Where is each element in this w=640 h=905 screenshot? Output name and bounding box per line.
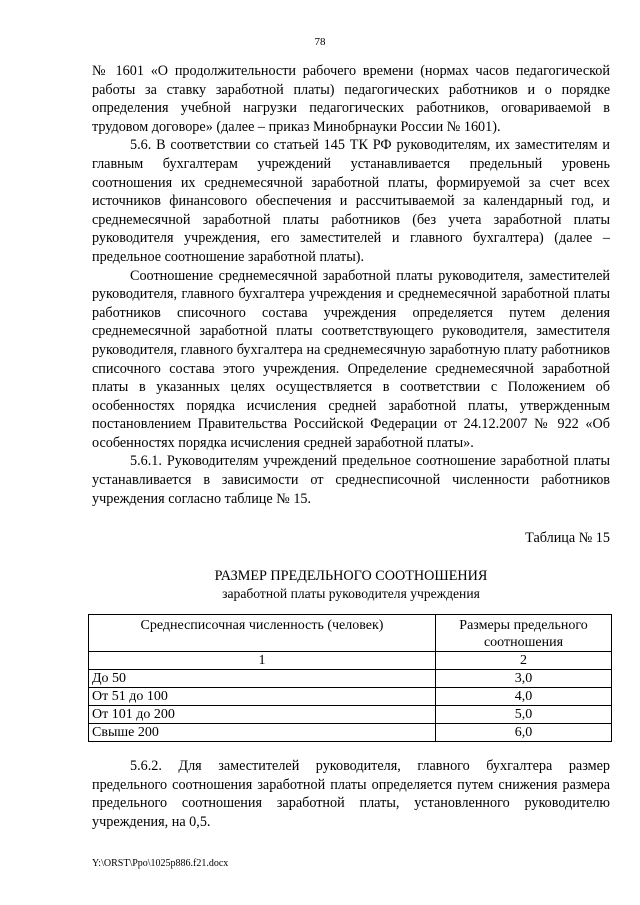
ratio-cell: 4,0 [436, 688, 612, 706]
body-text [92, 62, 610, 508]
column-number-1: 1 [89, 652, 436, 670]
column-number-2: 2 [436, 652, 612, 670]
paragraph-ratio-definition: Соотношение среднемесячной заработной платы руководителя, заместителей руководителя, главного бухгалтера учреждения и среднемесячной заработной платы работников списочного состава учреждения определяется путем деления среднемесячной заработной платы соответствующего руководителя, заместителя руководителя, главного бухгалтера на среднемесячную заработную плату работников списочного состава этого учреждения. Определение среднемесячной заработной платы в указанных целях осуществляется в соответствии с Положением об особенностях порядка исчисления средней заработной платы, утвержденным постановлением Правительства Российской Федерации от 24.12.2007 № 922 «Об особенностях порядка исчисления средней заработной платы». [92, 267, 610, 451]
headcount-cell: От 51 до 100 [89, 688, 436, 706]
table-subtitle: заработной платы руководителя учреждения [222, 586, 480, 601]
headcount-cell: От 101 до 200 [89, 706, 436, 724]
table-column-numbers-row [89, 652, 612, 670]
paragraph-5-6-1: 5.6.1. Руководителям учреждений предельное соотношение заработной платы устанавливается в зависимости от среднесписочной численности работников учреждения согласно таблице № 15. [92, 453, 610, 507]
table-row [89, 706, 612, 724]
table-header-row [89, 615, 612, 652]
table-row [89, 724, 612, 742]
ratio-cell: 6,0 [436, 724, 612, 742]
table-row [89, 688, 612, 706]
table-caption: Таблица № 15 [525, 530, 610, 546]
page-number: 78 [314, 36, 326, 48]
ratio-cell: 5,0 [436, 706, 612, 724]
ratio-table [88, 614, 612, 742]
paragraph-5-6: 5.6. В соответствии со статьей 145 ТК РФ руководителям, их заместителям и главным бухгалтерам учреждений устанавливается предельный уровень соотношения их среднемесячной заработной платы, формируемой за счет всех источников финансового обеспечения и рассчитываемой за календарный год, и среднемесячной заработной платы работников (без учета заработной платы руководителя учреждения, его заместителей и главного бухгалтера) (далее – предельное соотношение заработной платы). [92, 137, 610, 265]
header-headcount: Среднесписочная численность (человек) [89, 615, 436, 652]
ratio-cell: 3,0 [436, 670, 612, 688]
headcount-cell: Свыше 200 [89, 724, 436, 742]
table-title: РАЗМЕР ПРЕДЕЛЬНОГО СООТНОШЕНИЯ [214, 568, 488, 584]
paragraph-5-6-2: 5.6.2. Для заместителей руководителя, главного бухгалтера размер предельного соотношения заработной платы определяется путем снижения размера предельного соотношения заработной платы, установленного руководителю учреждения, на 0,5. [92, 758, 610, 830]
tail-text [92, 757, 610, 831]
headcount-cell: До 50 [89, 670, 436, 688]
table-row [89, 670, 612, 688]
header-ratio: Размеры предельного соотношения [436, 615, 612, 652]
paragraph-order-reference: № 1601 «О продолжительности рабочего времени (нормах часов педагогической работы за ставку заработной платы) педагогических работников и о порядке определения учебной нагрузки педагогических работников, оговариваемой в трудовом договоре» (далее – приказ Минобрнауки России № 1601). [92, 63, 610, 135]
footer-file-path: Y:\ORST\Ppo\1025p886.f21.docx [92, 858, 229, 869]
